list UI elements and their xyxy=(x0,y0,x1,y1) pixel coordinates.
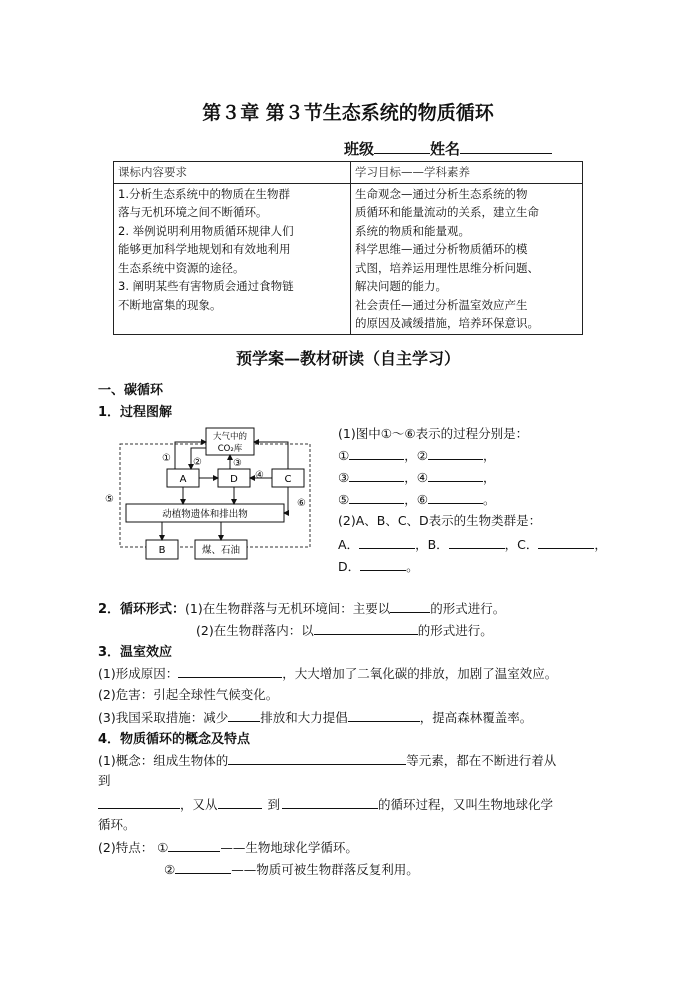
blank-5[interactable] xyxy=(349,489,404,504)
q1-row1-b: ，② xyxy=(404,448,428,463)
blank-c[interactable] xyxy=(538,534,594,549)
col1-line: 生态系统中资源的途径。 xyxy=(118,260,245,275)
blank-item4-1[interactable] xyxy=(228,750,406,765)
col2-line: 式图，培养运用理性思维分析问题、 xyxy=(355,260,539,275)
col1-header: 课标内容要求 xyxy=(114,162,351,184)
label-6: ⑥ xyxy=(297,498,306,509)
atmosphere-label-1: 大气中的 xyxy=(212,432,248,442)
q1-row3-a: ⑤ xyxy=(338,492,350,507)
objectives-table xyxy=(113,161,583,335)
q1-row1 xyxy=(338,445,495,464)
item3-line3-b: 排放和大力提倡 xyxy=(260,710,348,725)
blank-1[interactable] xyxy=(349,445,404,460)
box-a-label: A xyxy=(179,474,187,485)
col1-line: 不断地富集的现象。 xyxy=(118,297,222,312)
name-label: 姓名 xyxy=(430,140,461,158)
blank-item2-1[interactable] xyxy=(390,598,430,613)
item2-line2-a: (2)在生物群落内：以 xyxy=(196,623,314,638)
label-5: ⑤ xyxy=(105,494,114,505)
q2-c-end: ， xyxy=(594,537,607,552)
preview-title: 预学案—教材研读（自主学习） xyxy=(235,349,460,368)
item-greenhouse: 3．温室效应 xyxy=(98,645,173,660)
box-d-label: D xyxy=(230,474,238,485)
blank-item4-4[interactable] xyxy=(282,794,378,809)
blank-d[interactable] xyxy=(360,556,406,571)
col2-header: 学习目标——学科素养 xyxy=(351,162,583,184)
item2-row1 xyxy=(98,598,505,617)
label-4: ④ xyxy=(255,470,264,481)
col1-line: 3. 阐明某些有害物质会通过食物链 xyxy=(118,279,294,293)
item3-line1-a: (1)形成原因： xyxy=(98,666,179,681)
item4-line1-b: 等元素，都在不断进行着从 xyxy=(406,753,557,768)
arrow-4 xyxy=(254,442,288,469)
remains-label: 动植物遗体和排出物 xyxy=(162,509,248,520)
col2-line: 质循环和能量流动的关系，建立生命 xyxy=(355,205,539,219)
item2-line1-a: (1)在生物群落与无机环境间：主要以 xyxy=(185,601,391,616)
blank-item4-5[interactable] xyxy=(168,837,220,852)
q2-a: A． xyxy=(338,537,360,552)
item4-line3-b: 到 xyxy=(267,797,281,812)
col1-line: 1.分析生态系统中的物质在生物群 xyxy=(118,186,290,201)
blank-4[interactable] xyxy=(428,467,483,482)
q1-row3-b: ，⑥ xyxy=(404,492,428,507)
item4-row4: 循环。 xyxy=(98,817,136,832)
blank-item4-3[interactable] xyxy=(218,794,262,809)
blank-item2-2[interactable] xyxy=(314,620,418,635)
q1-row3-c: 。 xyxy=(482,492,496,507)
q1-row1-c: ， xyxy=(482,448,496,463)
col1-line: 能够更加科学地规划和有效地利用 xyxy=(118,242,291,256)
item4-row1 xyxy=(98,750,556,769)
item4-line5-a: (2)特点： ① xyxy=(98,840,169,855)
class-blank[interactable] xyxy=(374,139,430,154)
item3-row1 xyxy=(98,663,557,682)
label-3: ③ xyxy=(233,458,242,469)
atmosphere-label-2: CO₂库 xyxy=(217,444,243,454)
item-material-cycle: 4．物质循环的概念及特点 xyxy=(98,732,251,747)
blank-item3-3[interactable] xyxy=(348,707,420,722)
item2-line2-b: 的形式进行。 xyxy=(417,623,493,638)
item3-row2: (2)危害：引起全球性气候变化。 xyxy=(98,687,279,702)
item4-row2: 到 xyxy=(98,773,111,788)
col2-line: 的原因及减缓措施，培养环保意识。 xyxy=(355,316,539,330)
q2-prompt: (2)A、B、C、D表示的生物类群是： xyxy=(338,513,542,528)
item4-line6-a: ② xyxy=(164,862,176,877)
class-label: 班级 xyxy=(344,140,375,158)
item4-line3-a: ，又从 xyxy=(180,797,218,812)
blank-a[interactable] xyxy=(359,534,415,549)
page-title: 第３章 第３节生态系统的物质循环 xyxy=(202,102,494,124)
item4-row3 xyxy=(98,794,553,813)
col1-line: 落与无机环境之间不断循环。 xyxy=(118,205,268,219)
item4-line3-c: 的循环过程，又叫生物地球化学 xyxy=(378,797,554,812)
col1-cell xyxy=(114,183,351,334)
blank-item3-1[interactable] xyxy=(178,663,282,678)
col2-cell xyxy=(351,183,583,334)
blank-6[interactable] xyxy=(428,489,483,504)
col2-line: 社会责任—通过分析温室效应产生 xyxy=(355,297,528,312)
item3-line3-a: (3)我国采取措施：减少 xyxy=(98,710,229,725)
col2-line: 生命观念—通过分析生态系统的物 xyxy=(355,186,528,201)
carbon-cycle-diagram xyxy=(100,424,325,566)
item4-line5-b: ——生物地球化学循环。 xyxy=(220,840,358,855)
q1-row1-a: ① xyxy=(338,448,350,463)
col1-line: 2. 举例说明利用物质循环规律人们 xyxy=(118,223,294,238)
coal-oil-label: 煤、石油 xyxy=(201,545,241,556)
item4-line1-a: (1)概念：组成生物体的 xyxy=(98,753,229,768)
q1-row2 xyxy=(338,467,495,486)
q2-b: ，B． xyxy=(415,537,449,552)
q2-d: D． xyxy=(338,559,361,574)
item3-row3 xyxy=(98,707,532,726)
class-name-line xyxy=(344,138,552,159)
blank-item4-2[interactable] xyxy=(98,794,180,809)
q1-row2-a: ③ xyxy=(338,470,350,485)
item2-row2 xyxy=(196,620,493,639)
label-2: ② xyxy=(193,457,202,468)
blank-2[interactable] xyxy=(428,445,483,460)
blank-item4-6[interactable] xyxy=(175,859,231,874)
blank-b[interactable] xyxy=(449,534,505,549)
section-carbon-cycle: 一、碳循环 xyxy=(98,383,164,398)
blank-3[interactable] xyxy=(349,467,404,482)
q1-row3 xyxy=(338,489,495,508)
item4-row5 xyxy=(98,837,358,856)
q1-row2-b: ，④ xyxy=(404,470,428,485)
q1-row2-c: ， xyxy=(482,470,496,485)
q2-c: ，C． xyxy=(504,537,539,552)
item3-line3-c: ，提高森林覆盖率。 xyxy=(419,710,533,725)
arrow-c-remains xyxy=(284,487,288,513)
dashed-boundary xyxy=(120,444,310,547)
col2-line: 解决问题的能力。 xyxy=(355,279,447,293)
item4-row6 xyxy=(164,859,419,878)
q2-row2 xyxy=(338,556,419,575)
label-1: ① xyxy=(162,453,171,464)
col2-line: 科学思维—通过分析物质循环的模 xyxy=(355,242,528,256)
item-process-diagram: 1．过程图解 xyxy=(98,405,173,420)
item2-line1-b: 的形式进行。 xyxy=(430,601,506,616)
q2-d-end: 。 xyxy=(406,559,419,574)
item2-label: 2．循环形式： xyxy=(98,602,186,617)
name-blank[interactable] xyxy=(460,139,552,154)
item3-line1-b: ，大大增加了二氧化碳的排放，加剧了温室效应。 xyxy=(282,666,558,681)
q1-prompt: (1)图中①～⑥表示的过程分别是： xyxy=(338,426,529,441)
box-c-label: C xyxy=(284,474,292,485)
blank-item3-2[interactable] xyxy=(228,707,260,722)
item4-line6-b: ——物质可被生物群落反复利用。 xyxy=(231,862,419,877)
box-b-label: B xyxy=(158,545,166,556)
col2-line: 系统的物质和能量观。 xyxy=(355,223,470,238)
q2-row1 xyxy=(338,534,607,553)
